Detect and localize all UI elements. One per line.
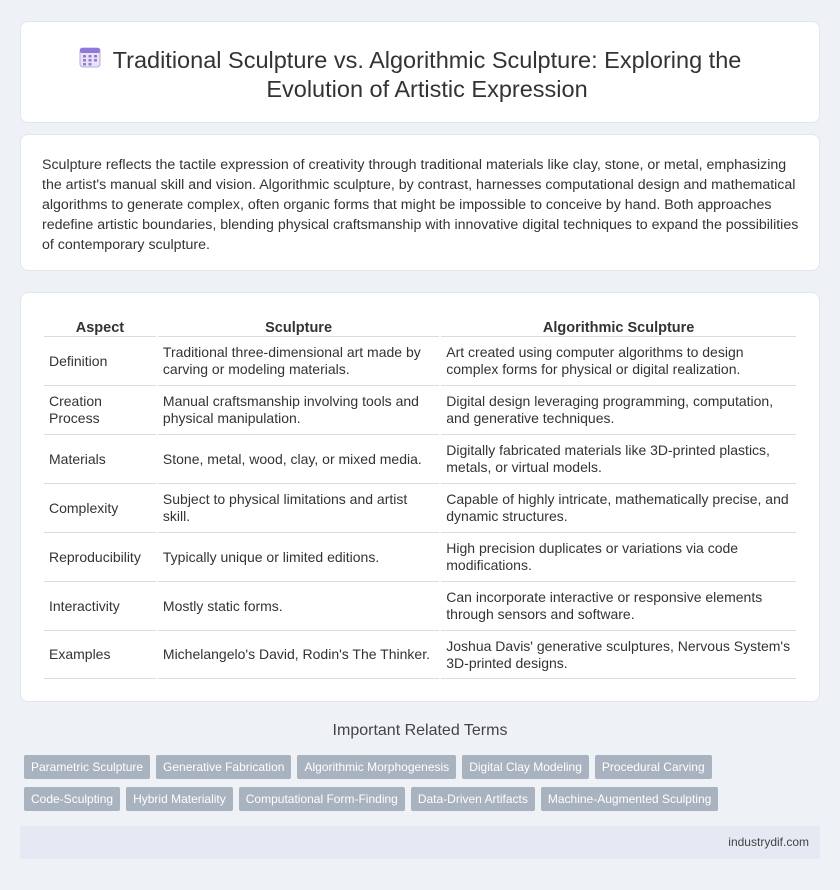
footer-site-link[interactable]: industrydif.com	[728, 835, 809, 849]
tag-digital-clay-modeling[interactable]: Digital Clay Modeling	[462, 755, 589, 779]
tag-row	[24, 787, 784, 811]
related-terms-heading: Important Related Terms	[332, 722, 508, 739]
cell-sculpture: Manual craftsmanship involving tools and physical manipulation.	[158, 386, 439, 435]
cell-algorithmic: Art created using computer algorithms to design complex forms for physical or digital realization.	[441, 337, 796, 386]
tag-procedural-carving[interactable]: Procedural Carving	[595, 755, 712, 779]
cell-algorithmic: Digitally fabricated materials like 3D-printed plastics, metals, or virtual models.	[441, 435, 796, 484]
table-row	[44, 435, 796, 484]
table-row	[44, 337, 796, 386]
tag-algorithmic-morphogenesis[interactable]: Algorithmic Morphogenesis	[297, 755, 456, 779]
cell-sculpture: Mostly static forms.	[158, 582, 439, 631]
cell-algorithmic: Digital design leveraging programming, computation, and generative techniques.	[441, 386, 796, 435]
cell-aspect: Definition	[44, 337, 156, 386]
header-sculpture: Sculpture	[158, 315, 439, 337]
cell-sculpture: Stone, metal, wood, clay, or mixed media.	[158, 435, 439, 484]
footer	[20, 826, 820, 859]
header-algorithmic-sculpture: Algorithmic Sculpture	[441, 315, 796, 337]
cell-algorithmic: Can incorporate interactive or responsive elements through sensors and software.	[441, 582, 796, 631]
table-row	[44, 484, 796, 533]
tag-code-sculpting[interactable]: Code-Sculpting	[24, 787, 120, 811]
comparison-table	[42, 315, 798, 679]
tag-data-driven-artifacts[interactable]: Data-Driven Artifacts	[411, 787, 535, 811]
table-header-row	[44, 315, 796, 337]
related-terms-tags	[24, 755, 784, 819]
cell-algorithmic: High precision duplicates or variations via code modifications.	[441, 533, 796, 582]
cell-algorithmic: Joshua Davis' generative sculptures, Nervous System's 3D-printed designs.	[441, 631, 796, 679]
cell-sculpture: Traditional three-dimensional art made by carving or modeling materials.	[158, 337, 439, 386]
table-row	[44, 582, 796, 631]
cell-sculpture: Michelangelo's David, Rodin's The Thinker.	[158, 631, 439, 679]
cell-sculpture: Typically unique or limited editions.	[158, 533, 439, 582]
title-card	[20, 21, 820, 123]
cell-aspect: Materials	[44, 435, 156, 484]
cell-aspect: Reproducibility	[44, 533, 156, 582]
cell-aspect: Complexity	[44, 484, 156, 533]
cell-sculpture: Subject to physical limitations and artist skill.	[158, 484, 439, 533]
tag-hybrid-materiality[interactable]: Hybrid Materiality	[126, 787, 233, 811]
tag-computational-form-finding[interactable]: Computational Form-Finding	[239, 787, 405, 811]
cell-aspect: Interactivity	[44, 582, 156, 631]
page-title: Traditional Sculpture vs. Algorithmic Sculpture: Exploring the Evolution of Artistic Expression	[112, 47, 742, 102]
cell-algorithmic: Capable of highly intricate, mathematically precise, and dynamic structures.	[441, 484, 796, 533]
table-row	[44, 533, 796, 582]
intro-card	[20, 134, 820, 271]
table-row	[44, 631, 796, 679]
cell-aspect: Examples	[44, 631, 156, 679]
tag-row	[24, 755, 784, 779]
comparison-table-card	[20, 292, 820, 702]
tag-parametric-sculpture[interactable]: Parametric Sculpture	[24, 755, 150, 779]
cell-aspect: Creation Process	[44, 386, 156, 435]
tag-generative-fabrication[interactable]: Generative Fabrication	[156, 755, 291, 779]
header-aspect: Aspect	[44, 315, 156, 337]
table-row	[44, 386, 796, 435]
intro-paragraph: Sculpture reflects the tactile expression of creativity through traditional materials like clay, stone, or metal, emphasizing the artist's manual skill and vision. Algorithmic sculpture, by contrast, harnesses computational design and mathematical algorithms to generate complex, often organic forms that might be impossible to conceive by hand. Both approaches redefine artistic boundaries, blending physical craftsmanship with innovative digital techniques to expand the possibilities of contemporary sculpture.	[42, 157, 799, 253]
tag-machine-augmented-sculpting[interactable]: Machine-Augmented Sculpting	[541, 787, 718, 811]
